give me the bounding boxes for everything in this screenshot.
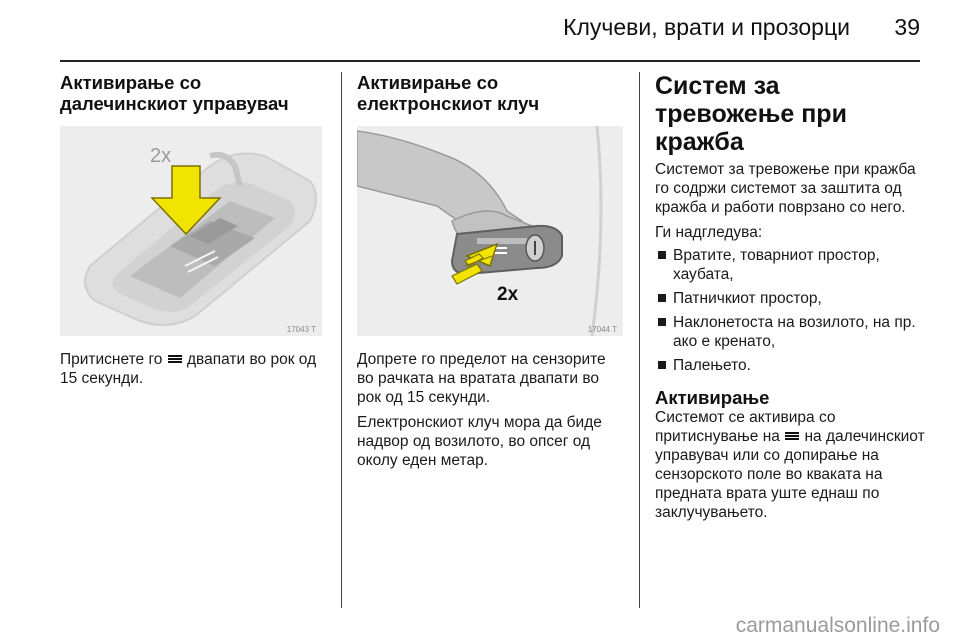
sensor-instruction: Допрете го пределот на сензорите во рачката на вратата двапати во рок од 15 секунди. xyxy=(357,351,606,406)
bullet-icon xyxy=(658,361,666,369)
key-range-note: Електронскиот клуч мора да биде надвор од возилото, во опсег од околу еден метар. xyxy=(357,414,602,469)
list-item-text: Палењето. xyxy=(673,357,751,374)
list-item xyxy=(655,289,925,308)
remote-key-illustration xyxy=(60,126,322,336)
watermark: carmanualsonline.info xyxy=(735,614,940,637)
header-title: Клучеви, врати и прозорци xyxy=(563,14,850,40)
door-handle-figure xyxy=(357,126,623,336)
page-number: 39 xyxy=(894,14,920,40)
column-divider-2 xyxy=(639,72,640,608)
column-electronic-key-activation xyxy=(357,72,625,470)
activation-text-before: Системот се активира со притиснување на xyxy=(655,409,836,445)
column-anti-theft-alarm xyxy=(655,72,925,522)
list-item-text: Наклонетоста на возилото, на пр. ако е кренато, xyxy=(673,314,916,350)
figure-code: 17044 T xyxy=(587,325,617,334)
alarm-intro: Системот за тревожење при кражба го содржи системот за заштита од кражба и работи поврзано со него. xyxy=(655,161,916,216)
list-item-text: Вратите, товарниот простор, хаубата, xyxy=(673,247,880,283)
header-rule xyxy=(60,60,920,62)
bullet-icon xyxy=(658,251,666,259)
activation-text-after: на далечинскиот управувач или со допирање на сензорското поле во кваката на предната врата уште еднаш по заклучувањето. xyxy=(655,428,925,522)
list-item xyxy=(655,356,925,375)
monitors-label: Ги надгледува: xyxy=(655,224,763,241)
remote-instruction xyxy=(60,350,325,388)
bullet-icon xyxy=(658,294,666,302)
remote-key-figure xyxy=(60,126,322,336)
press-count-label: 2x xyxy=(497,284,519,305)
column-divider-1 xyxy=(341,72,342,608)
figure-code: 17043 T xyxy=(286,325,316,334)
lock-symbol-icon xyxy=(784,427,800,446)
column-remote-activation xyxy=(60,72,325,388)
instruction-text-after: двапати во рок од 15 секунди. xyxy=(60,351,317,388)
instruction-text-before: Притиснете го xyxy=(60,351,163,368)
lock-symbol-icon xyxy=(167,350,183,369)
bullet-icon xyxy=(658,318,666,326)
section-heading-remote: Активирање со далечинскиот управувач xyxy=(60,72,289,114)
list-item xyxy=(655,313,925,351)
activation-subheading: Активирање xyxy=(655,387,770,408)
monitored-items-list xyxy=(655,246,925,375)
list-item-text: Патничкиот простор, xyxy=(673,290,822,307)
section-title-alarm: Систем за тревожење при кражба xyxy=(655,72,847,156)
section-heading-electronic-key: Активирање со електронскиот клуч xyxy=(357,72,540,114)
activation-description xyxy=(655,408,925,522)
list-item xyxy=(655,246,925,284)
door-handle-illustration xyxy=(357,126,623,336)
press-count-label: 2x xyxy=(150,145,172,167)
